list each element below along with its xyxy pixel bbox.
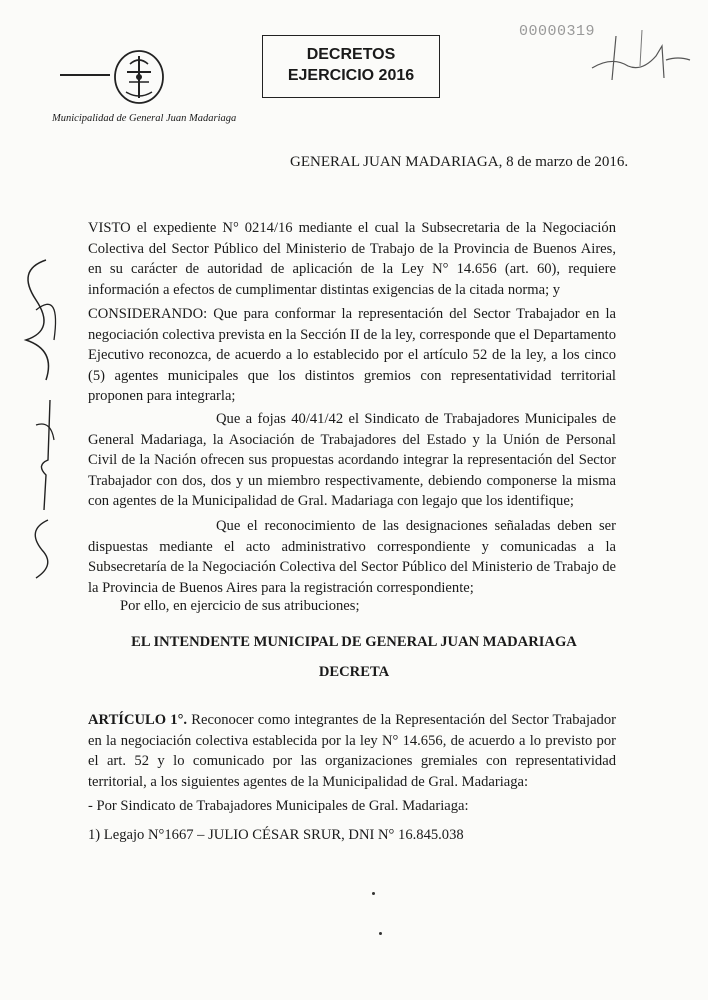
logo-rule bbox=[60, 74, 110, 76]
reconocimiento-paragraph: Que el reconocimiento de las designaciones señaladas deben ser dispuestas mediante el acto administrativo correspondiente y comunicadas a la Subsecretaría de la Negociación Colectiva del Sector Público del Ministerio de Trabajo de la Provincia de Buenos Aires para la registración correspondiente; bbox=[88, 518, 616, 596]
stamp-year: EJERCICIO 2016 bbox=[287, 67, 415, 84]
visto-paragraph: VISTO el expediente N° 0214/16 mediante el cual la Subsecretaria de la Negociación Colectiva del Sector Público del Ministerio de Trabajo de la Provincia de Buenos Aires, en su carácter de autoridad de aplicación de la Ley N° 14.656 (art. 60), requiere información a efectos de cumplimentar distintas exigencias de la citada norma; y bbox=[88, 220, 616, 298]
municipal-seal-icon bbox=[112, 48, 166, 106]
stamp-title: DECRETOS bbox=[306, 46, 396, 63]
articulo-text: Reconocer como integrantes de la Representación del Sector Trabajador en la negociación colectiva establecida por la ley N° 14.656, de acuerdo a lo previsto por el art. 52 y lo comunicado por las organizaciones gremiales con representatividad territorial, a los siguientes agentes de la Municipalidad de Gral. Madariaga: bbox=[88, 712, 616, 790]
date-line: GENERAL JUAN MADARIAGA, 8 de marzo de 2016. bbox=[290, 154, 629, 170]
header-signature bbox=[582, 26, 692, 82]
ink-mark bbox=[372, 892, 375, 895]
decreta-heading: DECRETA bbox=[318, 664, 390, 680]
decretos-stamp bbox=[262, 35, 440, 98]
considerando-paragraph: CONSIDERANDO: Que para conformar la representación del Sector Trabajador en la negociación colectiva prevista en la Sección II de la ley, corresponde que el Departamento Ejecutivo reconozca, de acuerdo a lo establecido por el artículo 52 de la ley, a los cinco (5) agentes municipales que los distintos gremios con representatividad territorial proponen para integrarla; bbox=[88, 306, 616, 404]
articulo-1 bbox=[88, 710, 616, 792]
ink-mark bbox=[379, 932, 382, 935]
municipality-name: Municipalidad de General Juan Madariaga bbox=[52, 113, 237, 124]
document-number: 00000319 bbox=[519, 23, 596, 40]
fojas-paragraph: Que a fojas 40/41/42 el Sindicato de Trabajadores Municipales de General Madariaga, la Asociación de Trabajadores del Estado y la Unión de Personal Civil de la Nación ofrecen sus propuestas acordando integrar la representación del Sector Trabajador con dos, dos y un miembro respectivamente, debiendo componerse la misma con agentes de la Municipalidad de Gral. Madariaga con legajo que los identifique; bbox=[88, 411, 616, 509]
articulo-label: ARTÍCULO 1°. bbox=[88, 712, 188, 728]
list-heading: - Por Sindicato de Trabajadores Municipales de Gral. Madariaga: bbox=[88, 798, 469, 814]
por-ello-line: Por ello, en ejercicio de sus atribuciones; bbox=[120, 598, 360, 614]
list-item: 1) Legajo N°1667 – JULIO CÉSAR SRUR, DNI N° 16.845.038 bbox=[88, 827, 464, 843]
intendente-heading: EL INTENDENTE MUNICIPAL DE GENERAL JUAN MADARIAGA bbox=[131, 634, 577, 650]
margin-signature bbox=[6, 250, 76, 580]
